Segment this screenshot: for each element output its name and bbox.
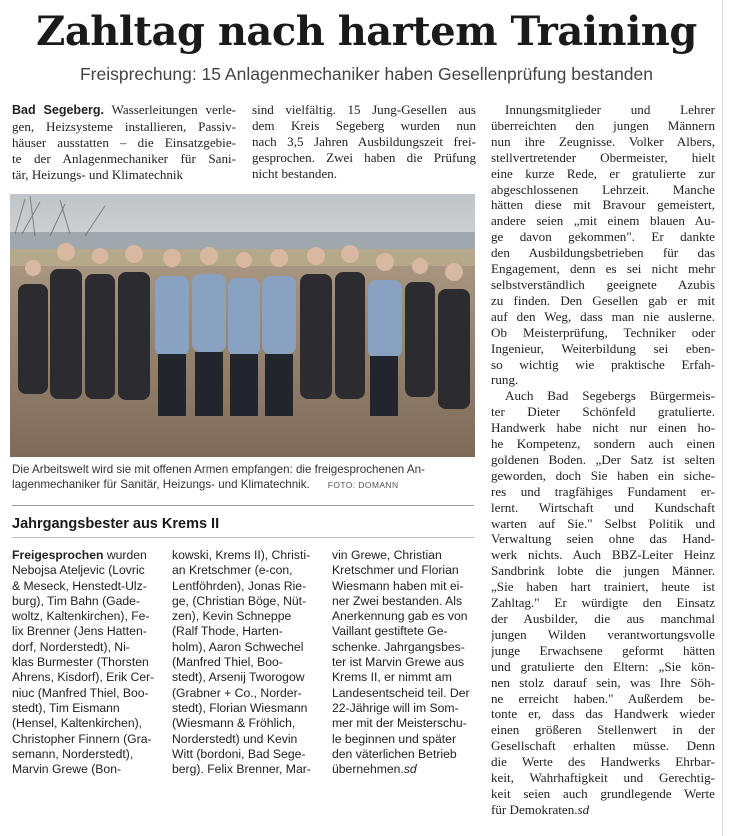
box-line <box>12 548 160 563</box>
article-line: einen größeren Stellenwert in der <box>491 722 715 738</box>
article-line: gesprochen. Zwei haben die Prüfung <box>252 149 476 165</box>
box-line: niuc (Manfred Thiel, Boo- <box>12 685 149 700</box>
box-line: stedt), Tim Eismann <box>12 700 120 715</box>
box-line: (Hensel, Kaltenkirchen), <box>12 716 143 731</box>
article-line: nen stolz darauf sein, was Ihre Söh- <box>491 674 715 690</box>
box-line: lix Brenner (Jens Hatten- <box>12 624 147 639</box>
article-line: abgeschlossenen Lehrzeit. Manche <box>491 181 715 197</box>
box-line: Wiesmann haben mit ei- <box>332 578 464 593</box>
box-line-text: wurden <box>103 548 147 562</box>
article-line: gen, Heizsysteme installieren, Passiv- <box>12 118 236 134</box>
article-line: dem Kreis Segeberg wurden nun <box>252 117 476 133</box>
article-line: tär, Heizungs- und Klimatechnik <box>12 166 184 182</box>
author-sign: sd <box>577 801 590 817</box>
box-column-1 <box>12 548 160 777</box>
article-line: Handwerk habe nicht nur einen ho- <box>491 420 715 436</box>
box-column-2 <box>172 548 322 777</box>
box-line: Nebojsa Ateljevic (Lovric <box>12 563 145 578</box>
article-line: andere seien „mit einem blauen Au- <box>491 213 715 229</box>
box-line: mer mit der Meisterschu- <box>332 716 467 731</box>
article-line: Sandbrink lobte die jungen Männer. <box>491 563 715 579</box>
box-line: dorf, Norderstedt), Ni- <box>12 639 130 654</box>
article-line: jungen Wilden verantwortungsvolle <box>491 626 715 642</box>
box-line: Anerkennung gab es von <box>332 609 468 624</box>
box-line: (Ralf Thode, Harten- <box>172 624 283 639</box>
article-line: zu finden. Den Gesellen gab er mit <box>491 292 715 308</box>
article-line: Ob Meisterprüfung, Techniker oder <box>491 324 715 340</box>
box-line: vin Grewe, Christian <box>332 548 442 562</box>
box-line: le beginnen und später <box>332 731 457 746</box>
article-line: Zahltag." Er würdigte den Einsatz <box>491 595 715 611</box>
article-line: keit seien auch grundlegende Werte <box>491 785 715 801</box>
box-line: Witt (bordoni, Bad Sege- <box>172 746 306 761</box>
box-lead: Freigesprochen <box>12 548 104 562</box>
article-line: „Sie haben hart trainiert, heute ist <box>491 579 715 595</box>
box-line: stedt), Arsenij Tworogow <box>172 670 305 685</box>
article-line: nicht bestanden. <box>252 165 338 181</box>
article-line: ge davon gekommen". Er dankte <box>491 229 715 245</box>
article-line: überreichten den jungen Männern <box>491 117 715 133</box>
article-line: selbstverständlich geeignete Azubis <box>491 276 715 292</box>
article-line: den Ausbildungsbetrieben für das <box>491 245 715 261</box>
box-line: Landesentscheid teil. Der <box>332 685 470 700</box>
article-line: ne erreicht haben." Außerdem be- <box>491 690 715 706</box>
box-line: Krems II, er nimmt am <box>332 670 452 685</box>
box-line: Norderstedt) und Kevin <box>172 731 298 746</box>
article-line: Ingenieur, Weiterbildung sei eben- <box>491 340 715 356</box>
box-line: (Grabner + Co., Norder- <box>172 685 302 700</box>
article-line: Gesellschaft erhalten müsse. Denn <box>491 738 715 754</box>
article-line: häuser ausstatten – die Einsatzgebie- <box>12 134 236 150</box>
article-line: lernt. Wirtschaft und Kundschaft <box>491 499 715 515</box>
article-line: res und tragfähiges Fundament er- <box>491 483 715 499</box>
box-line: Ahrens, Kisdorf), Erik Cer- <box>12 670 155 685</box>
article-column-2 <box>252 102 476 182</box>
article-line: warten auf Sie." Selbst Politik und <box>491 515 715 531</box>
box-line: berg). Felix Brenner, Mar- <box>172 762 311 777</box>
box-line: Christopher Finnern (Gra- <box>12 731 152 746</box>
article-line: hätten diese mit Bravour gemeistert, <box>491 197 715 213</box>
article-line: sind vielfältig. 15 Jung-Gesellen aus <box>252 102 476 117</box>
photo-caption <box>12 462 474 493</box>
photo-credit: FOTO: DOMANN <box>327 480 399 490</box>
article-line: geworden, doch Sie haben ein siche- <box>491 467 715 483</box>
box-line: & Meseck, Henstedt-Ulz- <box>12 578 147 593</box>
box-line: 22-Jährige will im Som- <box>332 700 459 715</box>
photo-caption-line: lagenmechaniker für Sanitär, Heizungs- und Klimatechnik. <box>12 478 310 491</box>
box-line: Marvin Grewe (Bon- <box>12 762 122 777</box>
article-column-3 <box>491 102 715 818</box>
photo-caption-line: Die Arbeitswelt wird sie mit offenen Armen empfangen: die freigesprochenen An- <box>12 463 425 476</box>
dateline: Bad Segeberg. <box>12 103 104 117</box>
box-line-row <box>332 762 474 777</box>
article-line: und gratulierte den Eltern: „Sie kön- <box>491 658 715 674</box>
box-line: schenke. Jahrgangsbes- <box>332 639 465 654</box>
box-column-3 <box>332 548 474 777</box>
box-line: an Kretschmer (e-con, <box>172 563 293 578</box>
article-line: goldenen Boden. „Der Satz ist selten <box>491 451 715 467</box>
article-line: werk nichts. Auch BBZ-Leiter Heinz <box>491 547 715 563</box>
group-photo-illustration <box>10 194 475 457</box>
article-line: auf den Weg, dass man nie auslerne. <box>491 308 715 324</box>
box-line: stedt), Florian Wiesmann <box>172 700 308 715</box>
article-line-text: Wasserleitungen verle- <box>104 102 236 117</box>
box-line: kowski, Krems II), Christi- <box>172 548 311 562</box>
article-line: stellvertretender Obermeister, hielt <box>491 149 715 165</box>
article-line: keit, Wahrhaftigkeit und Gerechtig- <box>491 770 715 786</box>
page-edge-rule <box>722 0 723 836</box>
article-line: rung. <box>491 372 519 388</box>
article-column-1 <box>12 102 236 183</box>
article-line: nun ihre Zeugnisse. Volker Albers, <box>491 133 715 149</box>
box-line: zen), Kevin Schneppe <box>172 609 292 624</box>
subheadline: Freisprechung: 15 Anlagenmechaniker haben Gesellenprüfung bestanden <box>79 64 654 84</box>
article-line <box>12 102 236 119</box>
article-line: Auch Bad Segebergs Bürgermeis- <box>505 388 715 404</box>
article-line: nach 3,5 Jahren Ausbildungszeit frei- <box>252 133 476 149</box>
box-line: übernehmen. <box>332 762 404 777</box>
box-line: burg), Tim Bahn (Gade- <box>12 593 141 608</box>
box-line: (Wiesmann & Fröhlich, <box>172 716 296 731</box>
article-line: Engagement, denn es sei nicht mehr <box>491 261 715 277</box>
article-line: die Werte des Handwerks Ehrbar- <box>491 754 715 770</box>
box-line: ter ist Marvin Grewe aus <box>332 655 465 670</box>
box-title-rule <box>12 537 474 538</box>
article-line: eine kurze Rede, er gratulierte zur <box>491 165 715 181</box>
group-photo <box>10 194 475 457</box>
section-divider <box>12 505 474 506</box>
box-line: holm), Aaron Schwechel <box>172 639 304 654</box>
box-line: ge, (Christian Böge, Nüt- <box>172 593 307 608</box>
article-line: Innungsmitglieder und Lehrer <box>505 102 715 117</box>
box-line: semann, Norderstedt), <box>12 746 134 761</box>
article-line: ter Dieter Schönfeld gratulierte. <box>491 404 715 420</box>
box-line: ner Zwei bestanden. Als <box>332 593 463 608</box>
box-line: woltz, Kaltenkirchen), Fe- <box>12 609 150 624</box>
box-line: Vaillant gestiftete Ge- <box>332 624 448 639</box>
author-sign: sd <box>403 762 417 777</box>
article-line-row <box>491 802 715 818</box>
article-line: Verwaltung seien ohne das Hand- <box>491 531 715 547</box>
article-line: für Demokraten. <box>491 801 578 817</box>
article-line: der Ausbilder, die aus manchmal <box>491 611 715 626</box>
box-title: Jahrgangsbester aus Krems II <box>12 516 220 532</box>
box-line: (Manfred Thiel, Boo- <box>172 655 283 670</box>
headline: Zahltag nach hartem Training <box>36 8 697 55</box>
article-line: so wichtig wie praktische Erfah- <box>491 356 715 372</box>
article-line: tonte er, dass das Handwerk wieder <box>491 706 715 722</box>
article-line: he Kompetenz, sondern auch einen <box>491 436 715 452</box>
box-line: Lentföhrden), Jonas Rie- <box>172 578 307 593</box>
article-line: te der Anlagenmechaniker für Sani- <box>12 150 236 166</box>
article-line: junge Erwachsene geformt hätten <box>491 642 715 658</box>
box-line: den väterlichen Betrieb <box>332 746 457 761</box>
box-line: klas Burmester (Thorsten <box>12 655 149 670</box>
box-line: Kretschmer und Florian <box>332 563 459 578</box>
